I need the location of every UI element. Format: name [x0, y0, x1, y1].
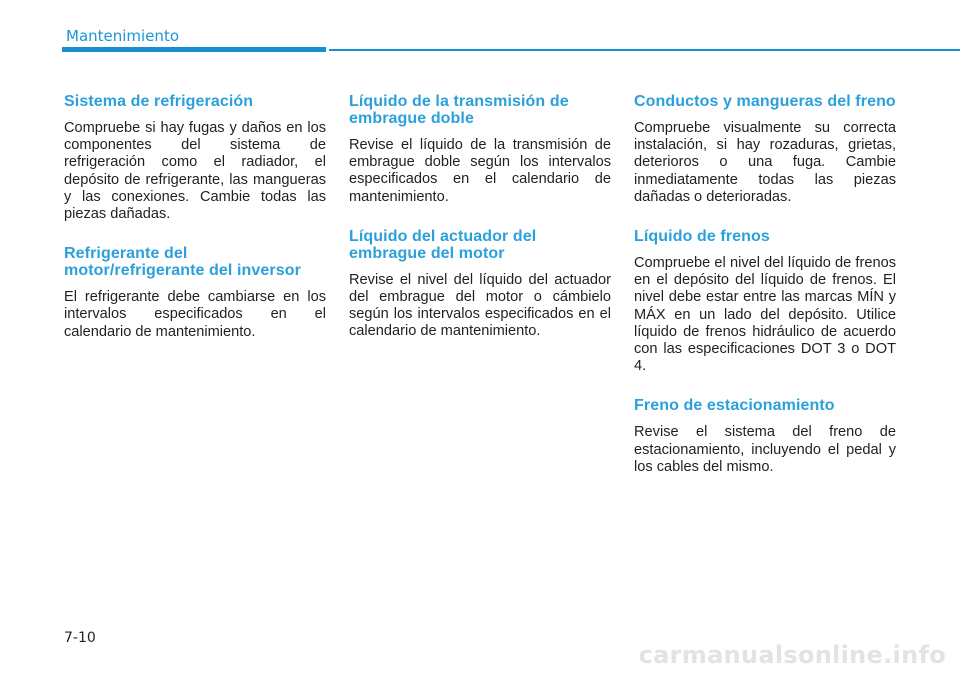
- text-parking-brake: Revise el sistema del freno de estacionamiento, incluyendo el pedal y los cables del mismo.: [634, 424, 896, 475]
- heading-parking-brake: Freno de estacionamiento: [634, 397, 835, 415]
- section-coolant: [64, 245, 326, 341]
- heading-brake-lines: Conductos y mangueras del freno: [634, 93, 896, 110]
- heading-brake-fluid: Líquido de frenos: [634, 228, 770, 246]
- heading-clutch-actuator-fluid: Líquido del actuador del embrague del motor: [349, 227, 537, 262]
- section-brake-fluid: [634, 228, 896, 375]
- header-rule-thin: [329, 49, 960, 51]
- text-clutch-actuator-fluid: Revise el nivel del líquido del actuador del embrague del motor o cámbielo según los intervalos especificados en el calendario de mantenimiento.: [349, 271, 611, 340]
- section-parking-brake: [634, 397, 896, 476]
- column-1: [64, 93, 326, 359]
- text-cooling-system: Compruebe si hay fugas y daños en los componentes del sistema de refrigeración como el radiador, el depósito de refrigerante, las mangueras y las conexiones. Cambie todas las piezas dañadas.: [64, 120, 326, 223]
- page-number: 7-10: [64, 630, 96, 646]
- section-title: Mantenimiento: [66, 27, 179, 45]
- section-cooling-system: [64, 93, 326, 223]
- section-dct-fluid: [349, 93, 611, 206]
- text-dct-fluid: Revise el líquido de la transmisión de embrague doble según los intervalos especificados en el calendario de mantenimiento.: [349, 137, 611, 205]
- column-2: [349, 93, 611, 359]
- heading-coolant: Refrigerante del motor/refrigerante del inversor: [64, 245, 301, 280]
- section-clutch-actuator-fluid: [349, 228, 611, 341]
- heading-dct-fluid: Líquido de la transmisión de embrague doble: [349, 93, 569, 127]
- column-3: [634, 93, 896, 494]
- header-rule-thick: [62, 47, 326, 52]
- text-brake-lines: Compruebe visualmente su correcta instalación, si hay rozaduras, grietas, deterioros o una fuga. Cambie inmediatamente todas las piezas dañadas o deterioradas.: [634, 120, 896, 205]
- section-brake-lines: [634, 93, 896, 206]
- text-coolant: El refrigerante debe cambiarse en los intervalos especificados en el calendario de mantenimiento.: [64, 289, 326, 340]
- watermark: carmanualsonline.info: [638, 641, 946, 669]
- heading-cooling-system: Sistema de refrigeración: [64, 93, 254, 110]
- text-brake-fluid: Compruebe el nivel del líquido de frenos en el depósito del líquido de frenos. El nivel debe estar entre las marcas MÍN y MÁX en un lado del depósito. Utilice líquido de frenos hidráulico de acuerdo con las especificaciones DOT 3 o DOT 4.: [634, 255, 896, 375]
